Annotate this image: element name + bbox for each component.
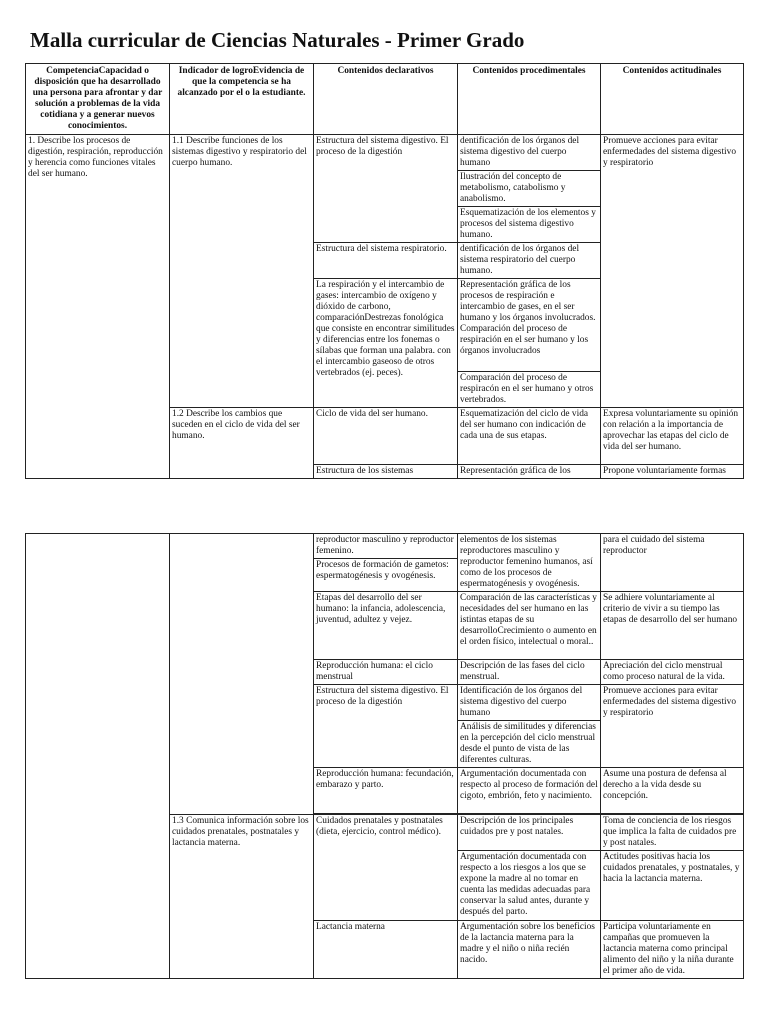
declarativo-cell: Estructura del sistema digestivo. El proceso de la digestión: [314, 685, 458, 768]
declarativo-cell: Estructura del sistema respiratorio.: [314, 243, 458, 279]
procedimental-cell: Argumentación documentada con respecto al proceso de formación del cigoto, embrión, feto y nacimiento.: [458, 768, 601, 814]
competencia-cell: 1. Describe los procesos de digestión, respiración, reproducción y herencia como funciones vitales del ser humano.: [26, 135, 170, 479]
page-title: Malla curricular de Ciencias Naturales - Primer Grado: [30, 28, 525, 52]
actitudinal-cell: Se adhiere voluntariamente al criterio de vivir a su tiempo las etapas de desarrollo del ser humano: [601, 592, 744, 660]
actitudinal-cell: Actitudes positivas hacia los cuidados prenatales, y postnatales, y hacia la lactancia materna.: [601, 851, 744, 921]
declarativo-cell: Reproducción humana: el ciclo menstrual: [314, 660, 458, 685]
procedimental-cell: Análisis de similitudes y diferencias en la percepción del ciclo menstrual desde el punto de vista de las diferentes culturas.: [458, 721, 601, 768]
procedimental-cell: dentificación de los órganos del sistema respiratorio del cuerpo humano.: [458, 243, 601, 279]
actitudinal-cell: Apreciación del ciclo menstrual como proceso natural de la vida.: [601, 660, 744, 685]
procedimental-cell: Descripción de los principales cuidados pre y post natales.: [458, 815, 601, 851]
procedimental-cell: Descripción de las fases del ciclo menstrual.: [458, 660, 601, 685]
procedimental-cell: Esquematización de los elementos y procesos del sistema digestivo humano.: [458, 207, 601, 243]
header-indicador: Indicador de logroEvidencia de que la competencia se ha alcanzado por el o la estudiante.: [170, 64, 314, 135]
curriculum-table-part-1: [25, 63, 744, 479]
header-procedimentales: Contenidos procedimentales: [458, 64, 601, 135]
declarativo-cell: Estructura del sistema digestivo. El proceso de la digestión: [314, 135, 458, 243]
procedimental-cell: Comparación de las características y necesidades del ser humano en las istintas etapas de su desarrolloCrecimiento o aumento en el orden físico, intelectual o moral..: [458, 592, 601, 660]
procedimental-cell: elementos de los sistemas reproductores masculino y reproductor femenino humanos, así como de los procesos de espermatogénesis y ovogénesis.: [458, 534, 601, 592]
procedimental-cell: Argumentación documentada con respecto a los riesgos a los que se expone la madre al no tomar en cuenta las medidas adecuadas para conservar la salud antes, durante y después del parto.: [458, 851, 601, 921]
declarativo-cell: Procesos de formación de gametos: espermatogénesis y ovogénesis.: [314, 559, 458, 592]
procedimental-cell: Comparación del proceso de respiracón en el ser humano y otros vertebrados.: [458, 372, 601, 408]
actitudinal-cell: Expresa voluntariamente su opinión con relación a la importancia de aprovechar las etapas del ciclo de vida del ser humano.: [601, 408, 744, 465]
indicador-cell: 1.3 Comunica información sobre los cuidados prenatales, postnatales y lactancia materna.: [170, 815, 314, 979]
competencia-cell: [26, 534, 170, 979]
actitudinal-cell: Propone voluntariamente formas: [601, 465, 744, 479]
procedimental-cell: Representación gráfica de los procesos de respiración e intercambio de gases, en el ser humano y los órganos involucrados. Comparación del proceso de respiración en el ser humano y los órganos involucrados: [458, 279, 601, 372]
actitudinal-cell: para el cuidado del sistema reproductor: [601, 534, 744, 592]
procedimental-cell: Identificación de los órganos del sistema digestivo del cuerpo humano: [458, 685, 601, 721]
indicador-cell: [170, 534, 314, 815]
actitudinal-cell: Promueve acciones para evitar enfermedades del sistema digestivo y respiratorio: [601, 135, 744, 408]
declarativo-cell: Ciclo de vida del ser humano.: [314, 408, 458, 465]
header-competencia: CompetenciaCapacidad o disposición que ha desarrollado una persona para afrontar y dar solución a problemas de la vida cotidiana y a generar nuevos conocimientos.: [26, 64, 170, 135]
header-actitudinales: Contenidos actitudinales: [601, 64, 744, 135]
indicador-cell: 1.2 Describe los cambios que suceden en el ciclo de vida del ser humano.: [170, 408, 314, 479]
declarativo-cell: Cuidados prenatales y postnatales (dieta, ejercicio, control médico).: [314, 815, 458, 921]
declarativo-cell: Reproducción humana: fecundación, embarazo y parto.: [314, 768, 458, 814]
declarativo-cell: Lactancia materna: [314, 921, 458, 979]
procedimental-cell: Ilustración del concepto de metabolismo, catabolismo y anabolismo.: [458, 171, 601, 207]
actitudinal-cell: Participa voluntariamente en campañas que promueven la lactancia materna como principal alimento del niño y la niña durante el primer año de vida.: [601, 921, 744, 979]
procedimental-cell: Argumentación sobre los beneficios de la lactancia materna para la madre y el niño o niña recién nacido.: [458, 921, 601, 979]
procedimental-cell: Representación gráfica de los: [458, 465, 601, 479]
procedimental-cell: Esquematización del ciclo de vida del ser humano con indicación de cada una de sus etapas.: [458, 408, 601, 465]
declarativo-cell: Estructura de los sistemas: [314, 465, 458, 479]
actitudinal-cell: Promueve acciones para evitar enfermedades del sistema digestivo y respiratorio: [601, 685, 744, 768]
actitudinal-cell: Asume una postura de defensa al derecho a la vida desde su concepción.: [601, 768, 744, 814]
declarativo-cell: reproductor masculino y reproductor femenino.: [314, 534, 458, 559]
procedimental-cell: dentificación de los órganos del sistema digestivo del cuerpo humano: [458, 135, 601, 171]
declarativo-cell: La respiración y el intercambio de gases: intercambio de oxígeno y dióxido de carbono, comparaciónDestrezas fonológica que consiste en encontrar similitudes y diferencias entre los fonemas o sílabas que forman una palabra. con el intercambio gaseoso de otros vertebrados (ej. peces).: [314, 279, 458, 408]
header-declarativos: Contenidos declarativos: [314, 64, 458, 135]
actitudinal-cell: Toma de conciencia de los riesgos que implica la falta de cuidados pre y post natales.: [601, 815, 744, 851]
indicador-cell: 1.1 Describe funciones de los sistemas digestivo y respiratorio del cuerpo humano.: [170, 135, 314, 408]
declarativo-cell: Etapas del desarrollo del ser humano: la infancia, adolescencia, juventud, adultez y vejez.: [314, 592, 458, 660]
curriculum-table-part-2: [25, 533, 744, 979]
